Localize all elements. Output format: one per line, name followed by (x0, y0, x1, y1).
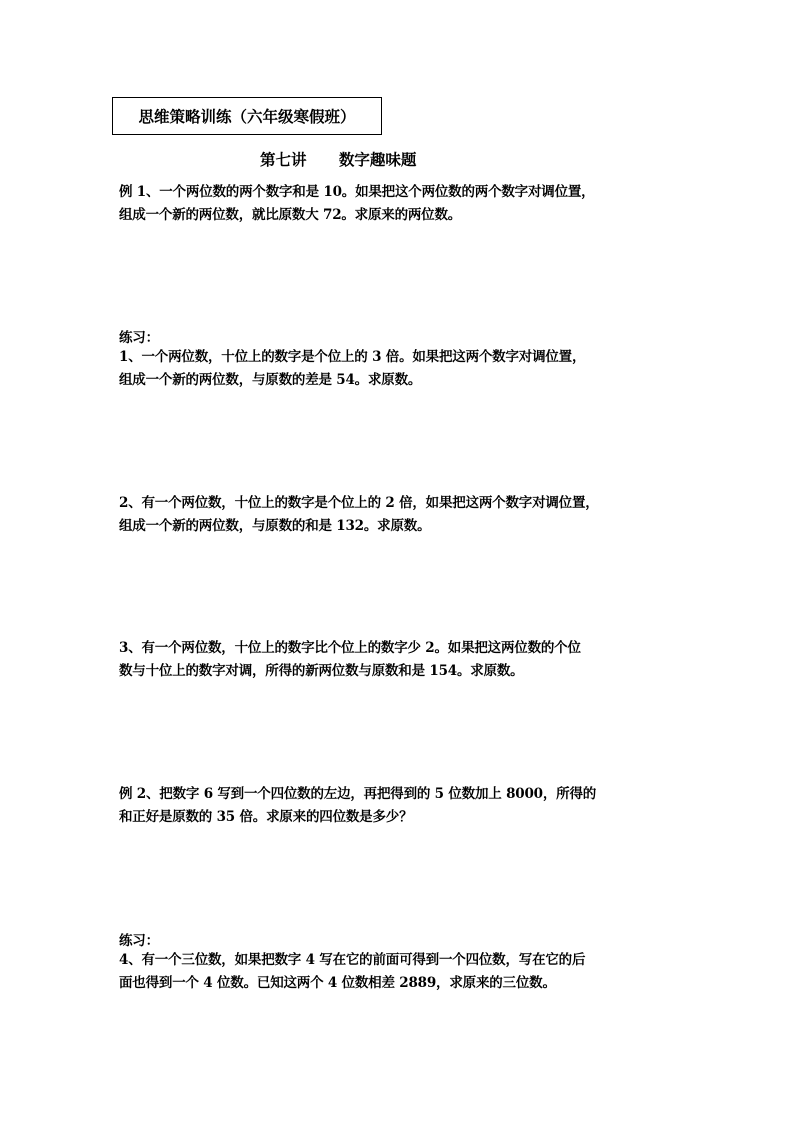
example-1-line-2: 组成一个新的两位数，就比原数大 72。求原来的两位数。 (119, 207, 462, 223)
example-2-line-2: 和正好是原数的 35 倍。求原来的四位数是多少？ (119, 809, 413, 825)
exercise-2-line-1: 2、有一个两位数，十位上的数字是个位上的 2 倍，如果把这两个数字对调位置， (119, 495, 599, 511)
exercise-2-line-2: 组成一个新的两位数，与原数的和是 132。求原数。 (119, 518, 431, 534)
example-1 (119, 181, 679, 227)
exercise-1 (119, 346, 679, 392)
exercise-2 (119, 492, 679, 538)
exercise-1-line-1: 1、一个两位数，十位上的数字是个位上的 3 倍。如果把这两个数字对调位置， (119, 349, 586, 365)
exercise-4-line-1: 4、有一个三位数，如果把数字 4 写在它的前面可得到一个四位数，写在它的后 (119, 952, 586, 968)
course-title-box (112, 97, 382, 135)
exercise-4 (119, 949, 679, 995)
example-2-line-1: 例 2、把数字 6 写到一个四位数的左边，再把得到的 5 位数加上 8000，所得的 (119, 786, 597, 802)
lesson-title: 第七讲 数字趣味题 (260, 150, 417, 169)
example-2 (119, 783, 679, 829)
exercise-3-line-2: 数与十位上的数字对调，所得的新两位数与原数和是 154。求原数。 (119, 663, 524, 679)
exercise-4-line-2: 面也得到一个 4 位数。已知这两个 4 位数相差 2889，求原来的三位数。 (119, 975, 556, 991)
practice-label-2-text: 练习： (119, 933, 159, 949)
exercise-1-line-2: 组成一个新的两位数，与原数的差是 54。求原数。 (119, 372, 422, 388)
example-1-line-1: 例 1、一个两位数的两个数字和是 10。如果把这个两位数的两个数字对调位置， (119, 184, 595, 200)
exercise-3 (119, 637, 679, 683)
practice-label-1-text: 练习： (119, 330, 159, 346)
course-title: 思维策略训练（六年级寒假班） (138, 107, 356, 126)
exercise-3-line-1: 3、有一个两位数，十位上的数字比个位上的数字少 2。如果把这两位数的个位 (119, 640, 581, 656)
